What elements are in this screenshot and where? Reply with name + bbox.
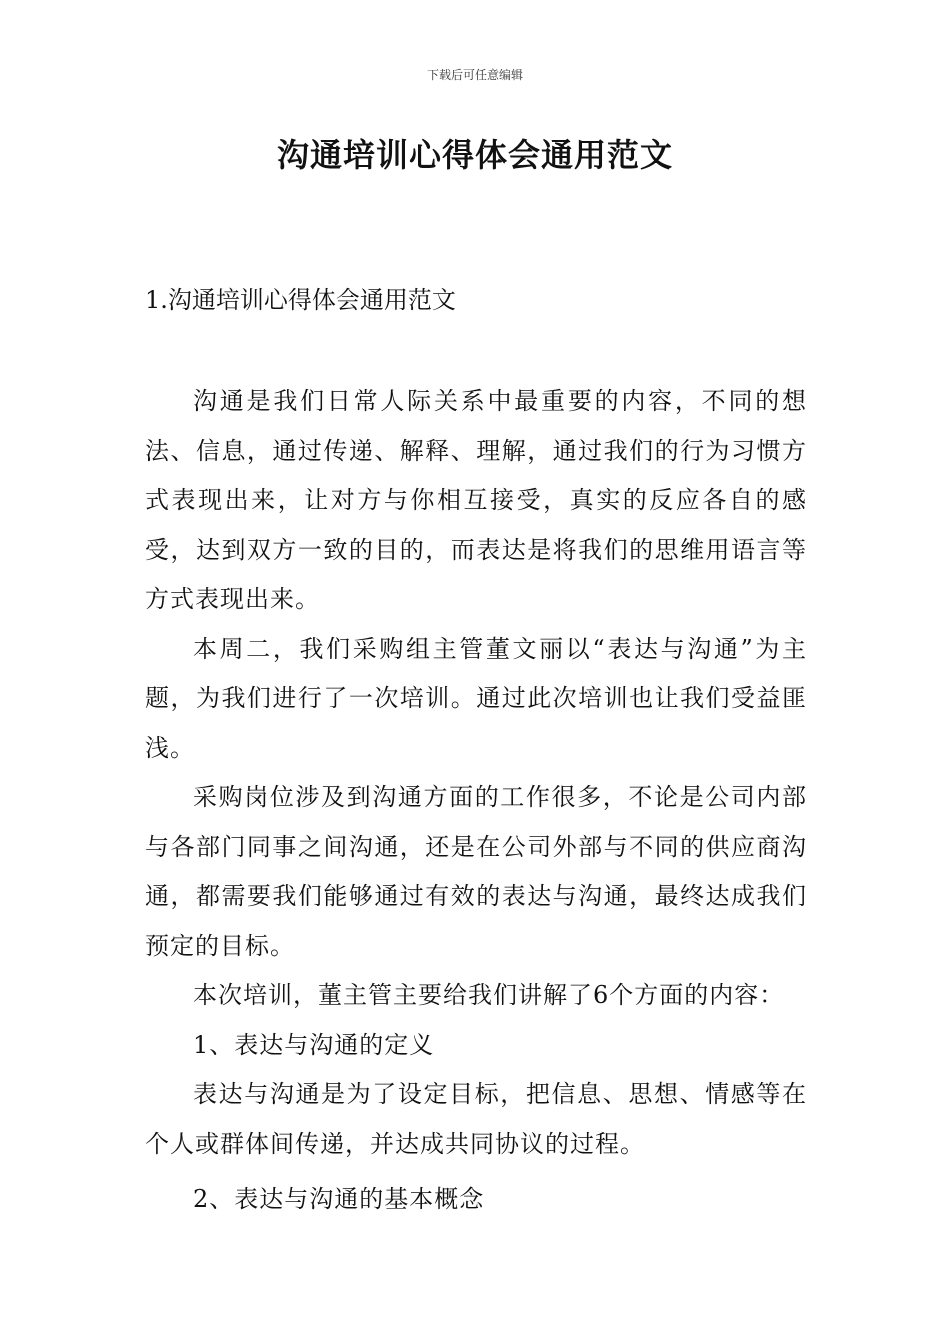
document-body [145,377,807,1225]
paragraph: 沟通是我们日常人际关系中最重要的内容，不同的想法、信息，通过传递、解释、理解，通过我们的行为习惯方式表现出来，让对方与你相互接受，真实的反应各自的感受，达到双方一致的目的，而表达是将我们的思维用语言等方式表现出来。 [145,387,807,613]
section-heading: 1.沟通培训心得体会通用范文 [145,286,456,314]
list-heading: 2、表达与沟通的基本概念 [193,1185,485,1213]
page-title: 沟通培训心得体会通用范文 [276,136,673,174]
header-note: 下载后可任意编辑 [426,68,523,82]
paragraph: 表达与沟通是为了设定目标，把信息、思想、情感等在个人或群体间传递，并达成共同协议的过程。 [145,1080,807,1158]
paragraph: 本次培训，董主管主要给我们讲解了6个方面的内容： [193,981,785,1009]
list-heading: 1、表达与沟通的定义 [193,1030,435,1059]
paragraph: 本周二，我们采购组主管董文丽以“表达与沟通”为主题，为我们进行了一次培训。通过此次培训也让我们受益匪浅。 [145,634,807,762]
paragraph: 采购岗位涉及到沟通方面的工作很多，不论是公司内部与各部门同事之间沟通，还是在公司外部与不同的供应商沟通，都需要我们能够通过有效的表达与沟通，最终达成我们预定的目标。 [145,783,807,960]
